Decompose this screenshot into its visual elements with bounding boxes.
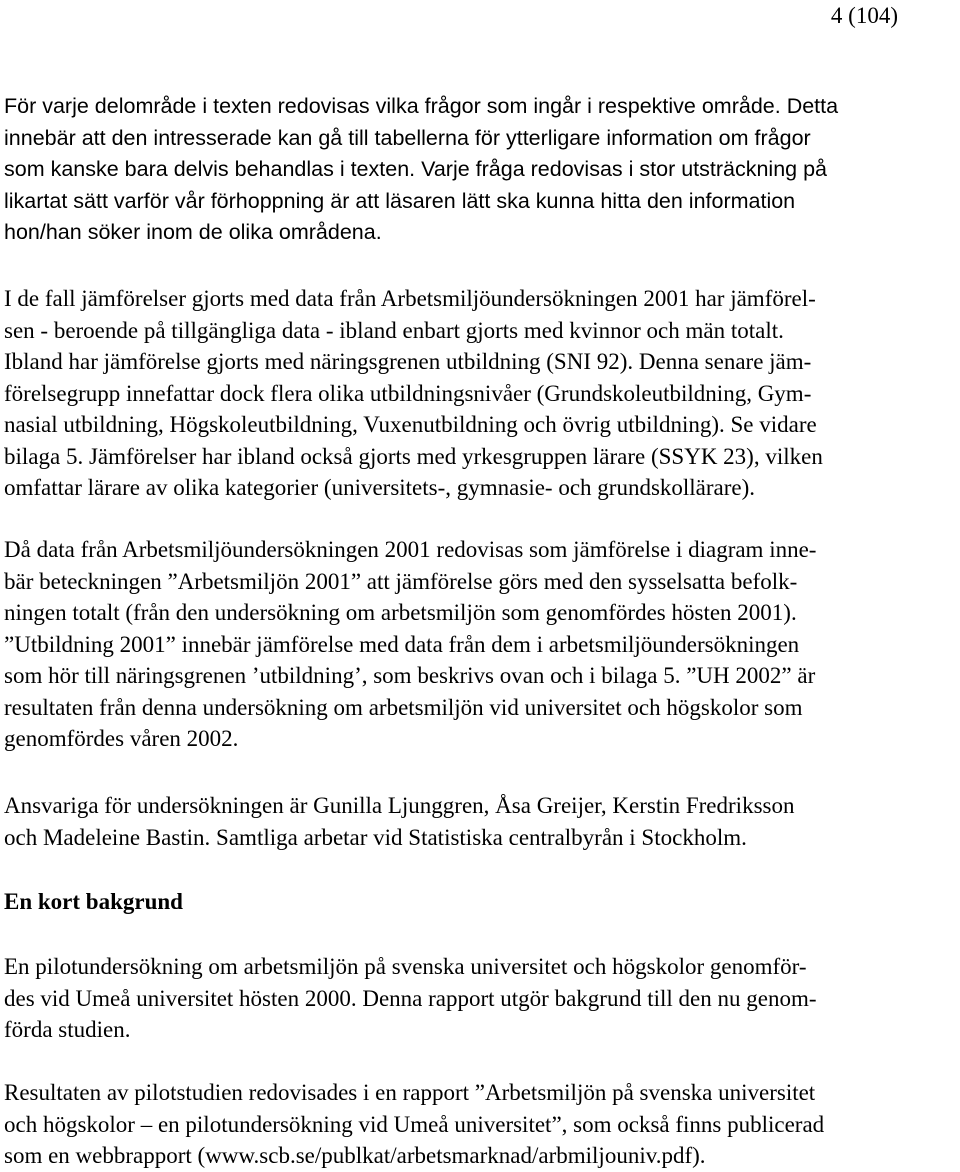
paragraph-background: [4, 951, 817, 1046]
text-line: bär beteckningen ”Arbetsmiljön 2001” att jämförelse görs med den sysselsatta befolk-: [4, 568, 798, 594]
paragraph-diagram-labels: [4, 534, 816, 755]
paragraph-intro: [4, 91, 838, 249]
text-line: För varje delområde i texten redovisas vilka frågor som ingår i respektive område. Detta: [4, 94, 839, 118]
text-line: Ansvariga för undersökningen är Gunilla Ljunggren, Åsa Greijer, Kerstin Fredriksson: [4, 793, 795, 818]
text-line: ningen totalt (från den undersökning om arbetsmiljön som genomfördes hösten 2001).: [4, 600, 797, 625]
text-line: och Madeleine Bastin. Samtliga arbetar vid Statistiska centralbyrån i Stockholm.: [4, 824, 747, 850]
text-line: som hör till näringsgrenen ’utbildning’, som beskrivs ovan och i bilaga 5. ”UH 2002” är: [4, 663, 816, 688]
text-line: des vid Umeå universitet hösten 2000. Denna rapport utgör bakgrund till den nu genom-: [4, 985, 817, 1011]
text-line: genomfördes våren 2002.: [4, 726, 239, 751]
text-line: I de fall jämförelser gjorts med data från Arbetsmiljöundersökningen 2001 har jämförel-: [4, 286, 816, 311]
text-line: som en webbrapport (www.scb.se/publkat/arbetsmarknad/arbmiljouniv.pdf).: [4, 1143, 706, 1168]
text-line: innebär att den intresserade kan gå till tabellerna för ytterligare information om frågor: [4, 125, 811, 150]
paragraph-responsible: [4, 790, 794, 853]
section-heading: En kort bakgrund: [4, 889, 183, 914]
text-line: förda studien.: [4, 1017, 131, 1042]
text-line: förelsegrupp innefattar dock flera olika utbildningsnivåer (Grundskoleutbildning, Gym-: [4, 380, 812, 406]
text-line: och högskolor – en pilotundersökning vid Umeå universitet”, som också finns publicerad: [4, 1111, 825, 1137]
text-line: omfattar lärare av olika kategorier (universitets-, gymnasie- och grundskollärare).: [4, 475, 756, 500]
text-line: likartat sätt varför vår förhoppning är att läsaren lätt ska kunna hitta den information: [4, 188, 796, 213]
text-line: Då data från Arbetsmiljöundersökningen 2001 redovisas som jämförelse i diagram inne-: [4, 537, 817, 562]
text-line: hon/han söker inom de olika områdena.: [4, 220, 382, 244]
text-line: som kanske bara delvis behandlas i texten. Varje fråga redovisas i stor utsträckning på: [4, 157, 828, 181]
text-line: ”Utbildning 2001” innebär jämförelse med data från dem i arbetsmiljöundersökningen: [4, 631, 800, 657]
text-line: sen - beroende på tillgängliga data - ibland enbart gjorts med kvinnor och män totalt.: [4, 317, 784, 343]
text-line: Ibland har jämförelse gjorts med näringsgrenen utbildning (SNI 92). Denna senare jäm-: [4, 349, 812, 374]
text-line: nasial utbildning, Högskoleutbildning, Vuxenutbildning och övrig utbildning). Se vidare: [4, 412, 817, 437]
text-line: Resultaten av pilotstudien redovisades i en rapport ”Arbetsmiljön på svenska universitet: [4, 1080, 816, 1105]
text-line: En pilotundersökning om arbetsmiljön på svenska universitet och högskolor genomför-: [4, 954, 807, 979]
page-number: 4 (104): [830, 3, 898, 28]
paragraph-comparisons: [4, 283, 823, 504]
text-line: resultaten från denna undersökning om arbetsmiljön vid universitet och högskolor som: [4, 694, 803, 720]
text-line: bilaga 5. Jämförelser har ibland också gjorts med yrkesgruppen lärare (SSYK 23), vilken: [4, 443, 823, 469]
paragraph-pilot-results: [4, 1077, 824, 1172]
